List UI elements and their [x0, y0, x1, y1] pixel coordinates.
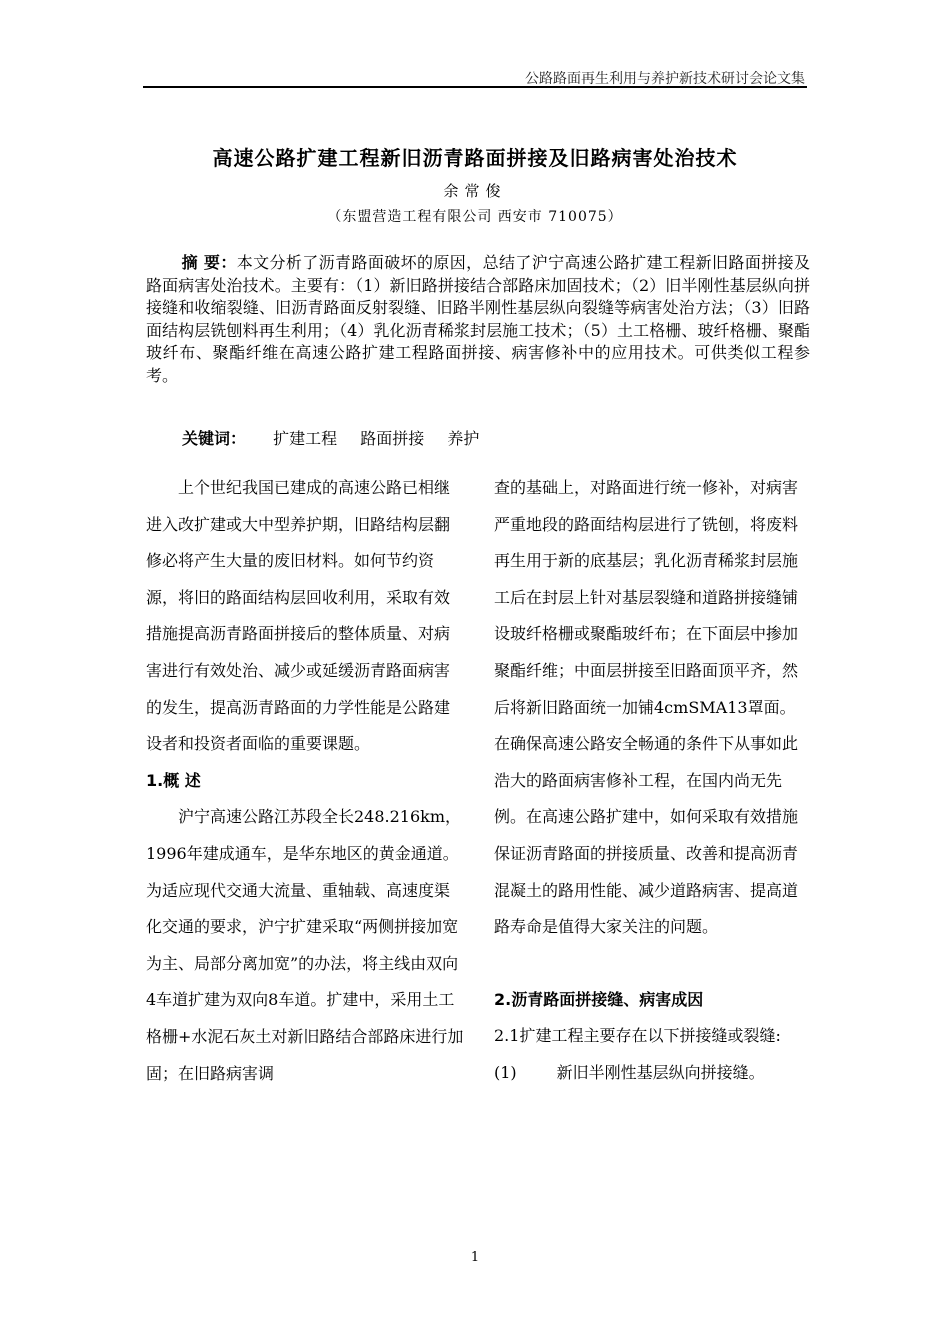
list-item-number: (1): [494, 1062, 517, 1082]
abstract: [146, 252, 810, 388]
section-1-paragraph-continued: 查的基础上，对路面进行统一修补，对病害严重地段的路面结构层进行了铣刨，将废料再生用于新的底基层；乳化沥青稀浆封层施工后在封层上针对基层裂缝和道路拼接缝铺设玻纤格栅或聚酯玻纤布；在下面层中掺加聚酯纤维；中面层拼接至旧路面顶平齐，然后将新旧路面统一加铺4cmSMA13罩面。在确保高速公路安全畅通的条件下从事如此浩大的路面病害修补工程，在国内尚无先例。在高速公路扩建中，如何采取有效措施保证沥青路面的拼接质量、改善和提高沥青混凝土的路用性能、减少道路病害、提高道路寿命是值得大家关注的问题。: [494, 478, 799, 937]
body-column-left: [146, 470, 464, 1092]
author-name: 余常俊: [443, 182, 507, 200]
section-1-paragraph: 沪宁高速公路江苏段全长248.216km，1996年建成通车，是华东地区的黄金通道。为适应现代交通大流量、重轴载、高速度渠化交通的要求，沪宁扩建采取“两侧拼接加宽为主、局部分离加宽”的办法，将主线由双向4车道扩建为双向8车道。扩建中，采用土工格栅+水泥石灰土对新旧路结合部路床进行加固；在旧路病害调: [146, 807, 464, 1083]
body-column-right: [494, 470, 810, 1092]
header-rule: [143, 86, 807, 88]
abstract-text: 本文分析了沥青路面破坏的原因，总结了沪宁高速公路扩建工程新旧路面拼接及路面病害处治技术。主要有：（1）新旧路拼接结合部路床加固技术；（2）旧半刚性基层纵向拼接缝和收缩裂缝、旧沥青路面反射裂缝、旧路半刚性基层纵向裂缝等病害处治方法；（3）旧路面结构层铣刨料再生利用；（4）乳化沥青稀浆封层施工技术；（5）土工格栅、玻纤格栅、聚酯玻纤布、聚酯纤维在高速公路扩建工程路面拼接、病害修补中的应用技术。可供类似工程参考。: [146, 253, 810, 385]
keywords-label: 关键词：: [182, 429, 247, 448]
spacer: [494, 946, 810, 982]
subsection-2-1: 2.1扩建工程主要存在以下拼接缝或裂缝:: [494, 1026, 781, 1046]
abstract-label: 摘 要：: [181, 253, 237, 272]
section-heading-1: 1.概 述: [146, 770, 201, 790]
list-item: [494, 1055, 810, 1092]
running-header: 公路路面再生利用与养护新技术研讨会论文集: [525, 71, 805, 87]
page-number: 1: [470, 1250, 480, 1265]
author-affiliation: （东盟营造工程有限公司 西安市 710075）: [327, 209, 623, 225]
paper-title: 高速公路扩建工程新旧沥青路面拼接及旧路病害处治技术: [212, 146, 738, 170]
keyword: 养护: [447, 429, 480, 448]
keyword: 扩建工程: [273, 429, 338, 448]
keyword: 路面拼接: [360, 429, 425, 448]
section-heading-2: 2.沥青路面拼接缝、病害成因: [494, 989, 704, 1009]
list-item-text: 新旧半刚性基层纵向拼接缝。: [556, 1062, 765, 1082]
intro-paragraph: 上个世纪我国已建成的高速公路已相继进入改扩建或大中型养护期，旧路结构层翻修必将产生大量的废旧材料。如何节约资源，将旧的路面结构层回收利用，采取有效措施提高沥青路面拼接后的整体质量、对病害进行有效处治、减少或延缓沥青路面病害的发生，提高沥青路面的力学性能是公路建设者和投资者面临的重要课题。: [146, 478, 451, 754]
keywords-line: [182, 426, 497, 449]
